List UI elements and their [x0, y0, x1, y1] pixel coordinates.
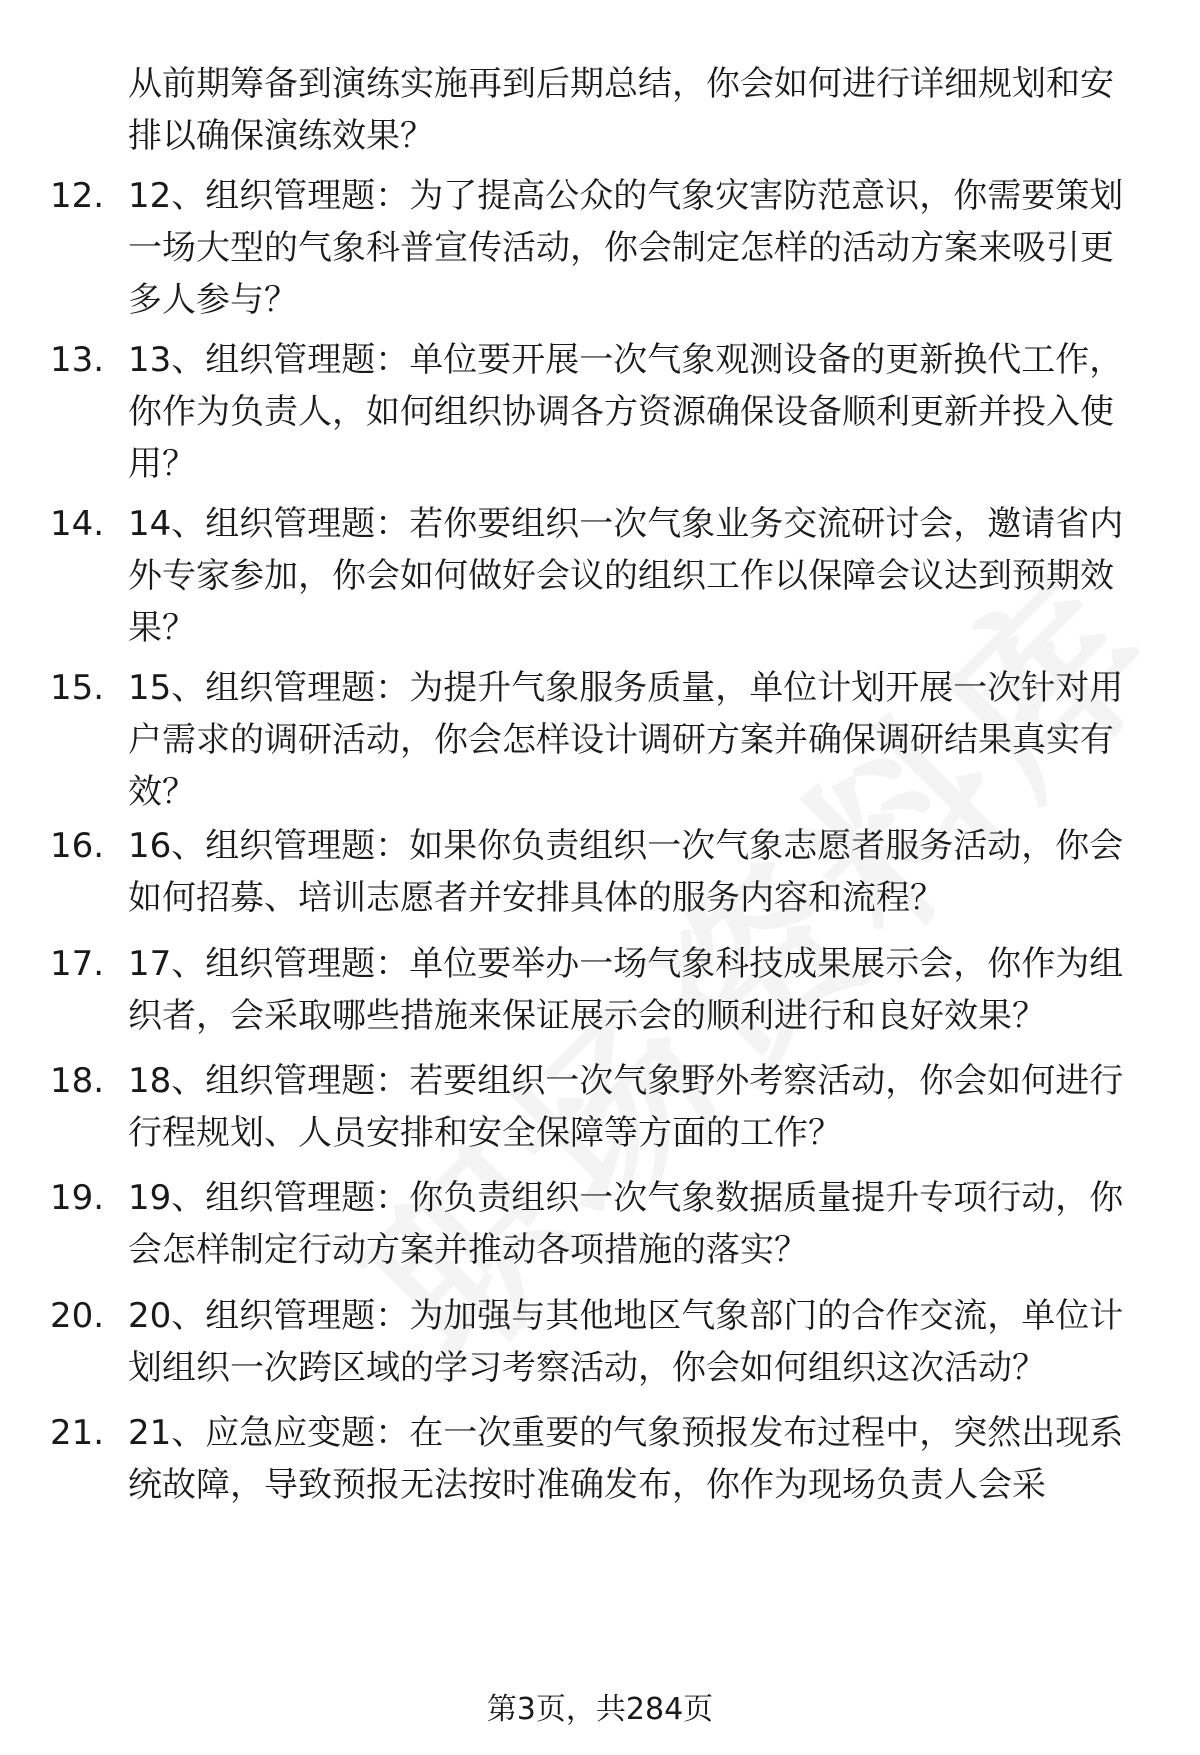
item-number: 21. — [50, 1413, 105, 1453]
item-text: 14、组织管理题：若你要组织一次气象业务交流研讨会，邀请省内外专家参加，你会如何做好会议的组织工作以保障会议达到预期效果？ — [128, 504, 1124, 648]
item-text: 19、组织管理题：你负责组织一次气象数据质量提升专项行动，你会怎样制定行动方案并推动各项措施的落实？ — [128, 1178, 1124, 1270]
item-text: 17、组织管理题：单位要举办一场气象科技成果展示会，你作为组织者，会采取哪些措施来保证展示会的顺利进行和良好效果？ — [128, 944, 1124, 1036]
item-number: 19. — [50, 1178, 105, 1218]
item-number: 12. — [50, 176, 105, 216]
item-number: 14. — [50, 504, 105, 544]
item-text: 18、组织管理题：若要组织一次气象野外考察活动，你会如何进行行程规划、人员安排和安全保障等方面的工作？ — [128, 1061, 1124, 1153]
item-number: 15. — [50, 668, 105, 708]
item-text: 16、组织管理题：如果你负责组织一次气象志愿者服务活动，你会如何招募、培训志愿者并安排具体的服务内容和流程？ — [128, 826, 1124, 918]
item-number: 16. — [50, 826, 105, 866]
page-footer: 第3页，共284页 — [486, 1692, 714, 1727]
continuation-text: 从前期筹备到演练实施再到后期总结，你会如何进行详细规划和安排以确保演练效果？ — [128, 64, 1114, 156]
item-text: 15、组织管理题：为提升气象服务质量，单位计划开展一次针对用户需求的调研活动，你会怎样设计调研方案并确保调研结果真实有效？ — [128, 668, 1124, 812]
item-number: 20. — [50, 1296, 105, 1336]
item-text: 21、应急应变题：在一次重要的气象预报发布过程中，突然出现系统故障，导致预报无法按时准确发布，你作为现场负责人会采 — [128, 1413, 1124, 1505]
item-text: 13、组织管理题：单位要开展一次气象观测设备的更新换代工作，你作为负责人，如何组织协调各方资源确保设备顺利更新并投入使用？ — [128, 340, 1124, 484]
item-text: 20、组织管理题：为加强与其他地区气象部门的合作交流，单位计划组织一次跨区域的学习考察活动，你会如何组织这次活动？ — [128, 1296, 1124, 1388]
item-text: 12、组织管理题：为了提高公众的气象灾害防范意识，你需要策划一场大型的气象科普宣传活动，你会制定怎样的活动方案来吸引更多人参与？ — [128, 176, 1124, 320]
item-number: 18. — [50, 1061, 105, 1101]
item-number: 13. — [50, 340, 105, 380]
item-number: 17. — [50, 944, 105, 984]
